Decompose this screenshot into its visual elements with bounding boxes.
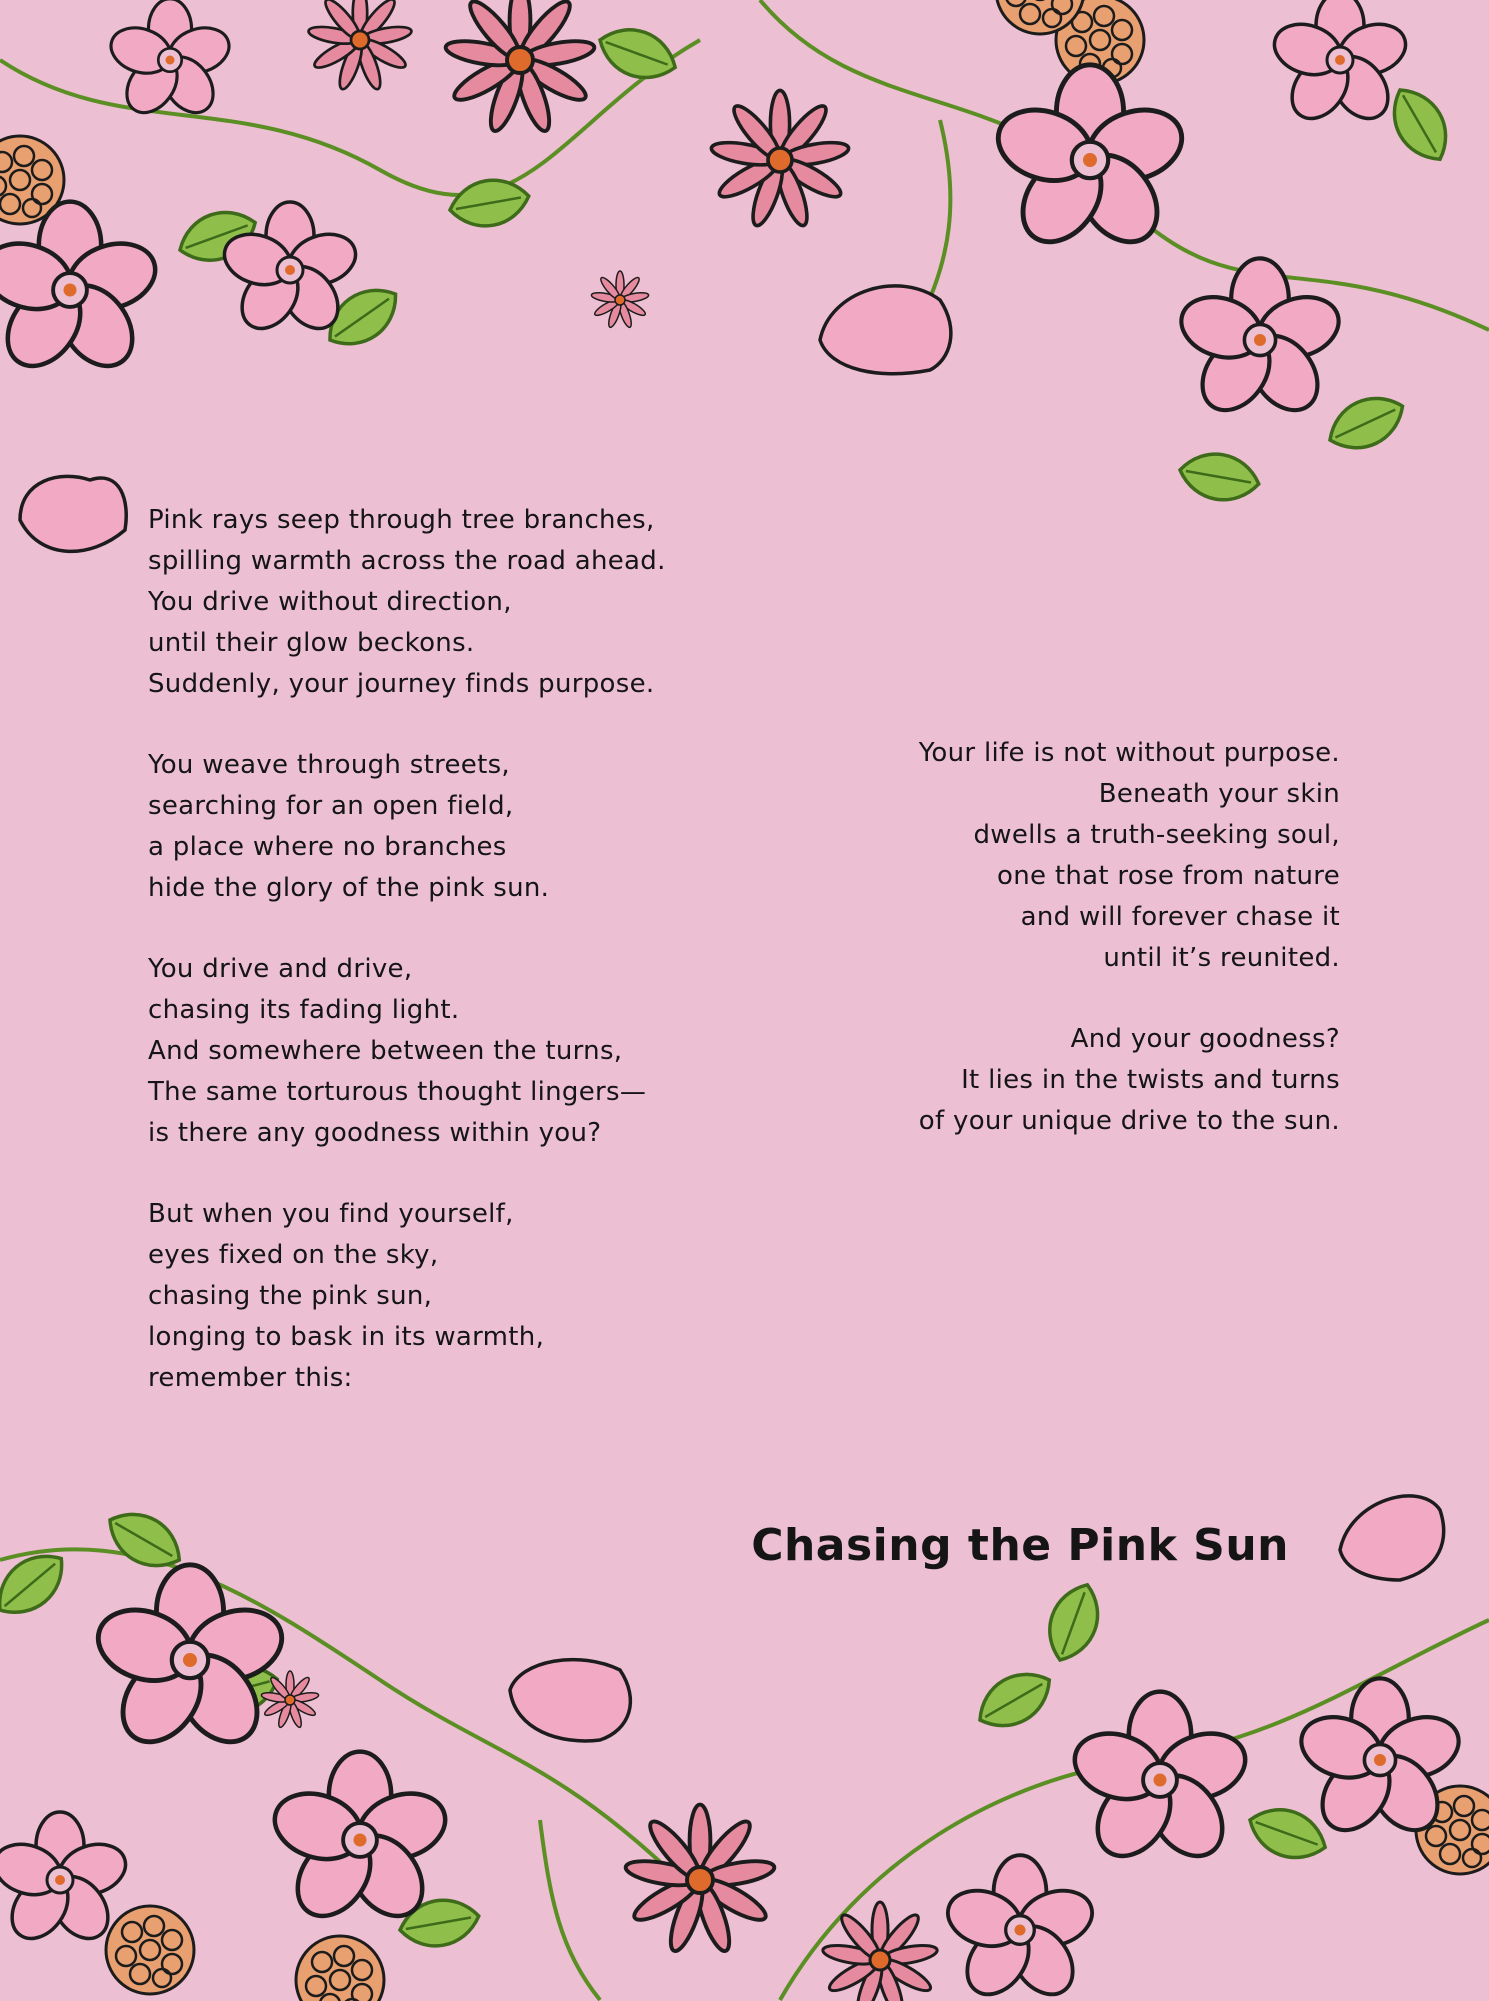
- poem-line: a place where no branches: [148, 832, 507, 862]
- poem-line: one that rose from nature: [996, 861, 1340, 891]
- poem-line: until it’s reunited.: [1103, 943, 1340, 973]
- poem-line: searching for an open field,: [148, 791, 514, 821]
- poem-line: Beneath your skin: [1098, 779, 1340, 809]
- poem-line: is there any goodness within you?: [148, 1118, 602, 1148]
- poem-line: remember this:: [148, 1363, 353, 1393]
- poem-line: spilling warmth across the road ahead.: [148, 546, 666, 576]
- poem-line: Pink rays seep through tree branches,: [148, 505, 655, 535]
- poem-title: Chasing the Pink Sun: [751, 1520, 1289, 1571]
- poem-line: The same torturous thought lingers—: [148, 1077, 647, 1107]
- poem-line: It lies in the twists and turns: [961, 1065, 1340, 1095]
- poem-left-column: [148, 500, 768, 1439]
- stanza: [148, 500, 768, 705]
- poem-line: until their glow beckons.: [148, 628, 475, 658]
- poem-line: And your goodness?: [1070, 1024, 1340, 1054]
- poem-line: of your unique drive to the sun.: [918, 1106, 1340, 1136]
- poem-line: dwells a truth-seeking soul,: [973, 820, 1340, 850]
- stanza: [780, 733, 1340, 979]
- poem-line: and will forever chase it: [1020, 902, 1340, 932]
- poem-line: chasing its fading light.: [148, 995, 460, 1025]
- poem-line: Suddenly, your journey finds purpose.: [148, 669, 655, 699]
- poem-line: You weave through streets,: [148, 750, 510, 780]
- poem-line: But when you find yourself,: [148, 1199, 514, 1229]
- poem-line: longing to bask in its warmth,: [148, 1322, 545, 1352]
- poem-line: And somewhere between the turns,: [148, 1036, 623, 1066]
- poem-line: hide the glory of the pink sun.: [148, 873, 550, 903]
- stanza: [148, 949, 768, 1154]
- stanza: [148, 1194, 768, 1399]
- poem-line: Your life is not without purpose.: [918, 738, 1340, 768]
- poem-line: You drive and drive,: [148, 954, 413, 984]
- stanza: [148, 745, 768, 909]
- stanza: [780, 1019, 1340, 1142]
- poem-right-column: [780, 733, 1340, 1182]
- poem-line: eyes fixed on the sky,: [148, 1240, 439, 1270]
- poem-line: You drive without direction,: [148, 587, 512, 617]
- poem-line: chasing the pink sun,: [148, 1281, 433, 1311]
